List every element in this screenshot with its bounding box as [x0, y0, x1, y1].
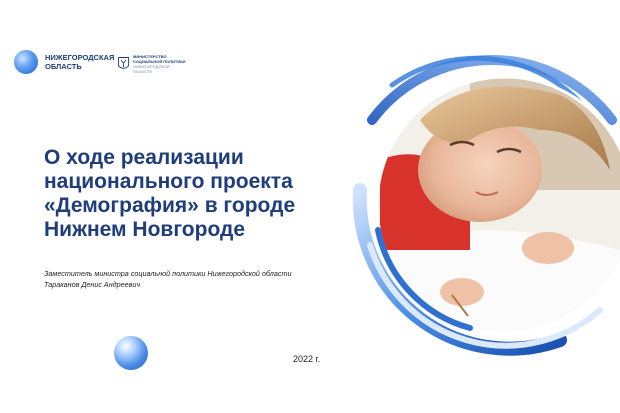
slide-year: 2022 г.	[293, 354, 321, 364]
author-name: Тараканов Денис Андреевич	[44, 280, 141, 289]
ministry-logo-text	[133, 54, 205, 74]
title-line-1: О ходе реализации	[44, 146, 244, 169]
ministry-line-2: СОЦИАЛЬНОЙ ПОЛИТИКИ	[133, 59, 186, 64]
ministry-logo	[118, 54, 205, 74]
author-block	[44, 268, 344, 290]
title-line-2: национального проекта	[44, 170, 293, 193]
deer-crest-icon	[118, 57, 129, 71]
author-position: Заместитель министра социальной политики Нижегородской области	[44, 269, 292, 278]
slide-title	[44, 146, 344, 242]
region-logo	[14, 50, 117, 74]
ministry-line-3: НИЖЕГОРОДСКОЙ	[133, 64, 170, 69]
region-logo-text: НИЖЕГОРОДСКАЯ ОБЛАСТЬ	[45, 53, 115, 71]
blue-sphere-icon	[114, 336, 148, 370]
title-line-3: «Демография» в городе	[44, 194, 296, 217]
ministry-line-1: МИНИСТЕРСТВО	[133, 54, 167, 59]
title-line-4: Нижнем Новгороде	[44, 218, 246, 241]
ministry-line-4: ОБЛАСТИ	[133, 69, 153, 74]
blue-sphere-icon	[14, 50, 38, 74]
